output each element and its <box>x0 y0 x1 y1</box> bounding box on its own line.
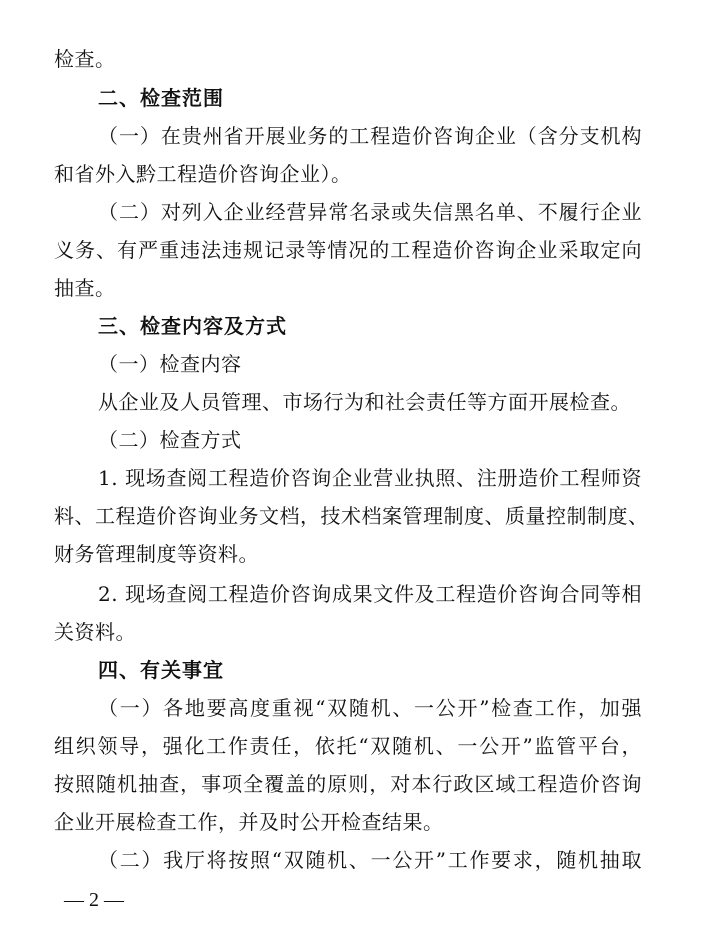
paragraph-scope-1-line-2: 和省外入黔工程造价咨询企业）。 <box>54 162 352 186</box>
subheading-method: （二）检查方式 <box>98 428 242 452</box>
paragraph-scope-2-line-3: 抽查。 <box>54 276 116 300</box>
paragraph-method-1-line-2: 料、工程造价咨询业务文档，技术档案管理制度、质量控制制度、 <box>54 504 649 528</box>
paragraph-matters-2-line-1: （二）我厅将按照“双随机、一公开”工作要求，随机抽取 <box>98 848 642 872</box>
paragraph-method-2-line-1: 2. 现场查阅工程造价咨询成果文件及工程造价咨询合同等相 <box>98 582 642 606</box>
paragraph-matters-1-line-4: 企业开展检查工作，并及时公开检查结果。 <box>54 810 444 834</box>
paragraph-matters-1-line-2: 组织领导，强化工作责任，依托“双随机、一公开”监管平台， <box>54 734 642 758</box>
section-heading-content-method: 三、检查内容及方式 <box>98 314 287 338</box>
section-heading-matters: 四、有关事宜 <box>98 658 224 682</box>
paragraph-scope-2-line-1: （二）对列入企业经营异常名录或失信黑名单、不履行企业 <box>98 200 642 224</box>
paragraph-scope-2-line-2: 义务、有严重违法违规记录等情况的工程造价咨询企业采取定向 <box>54 238 642 262</box>
paragraph-method-1-line-3: 财务管理制度等资料。 <box>54 542 259 566</box>
paragraph-content: 从企业及人员管理、市场行为和社会责任等方面开展检查。 <box>98 390 631 414</box>
paragraph-method-2-line-2: 关资料。 <box>54 620 136 644</box>
paragraph-matters-1-line-1: （一）各地要高度重视“双随机、一公开”检查工作，加强 <box>98 696 642 720</box>
paragraph-method-1-line-1: 1. 现场查阅工程造价咨询企业营业执照、注册造价工程师资 <box>98 466 642 490</box>
paragraph-matters-1-line-3: 按照随机抽查，事项全覆盖的原则，对本行政区域工程造价咨询 <box>54 772 642 796</box>
page-number: — 2 — <box>64 889 124 911</box>
text-line-continuation: 检查。 <box>54 47 116 71</box>
subheading-content: （一）检查内容 <box>98 352 242 376</box>
paragraph-scope-1-line-1: （一）在贵州省开展业务的工程造价咨询企业（含分支机构 <box>98 124 642 148</box>
section-heading-scope: 二、检查范围 <box>98 86 224 110</box>
